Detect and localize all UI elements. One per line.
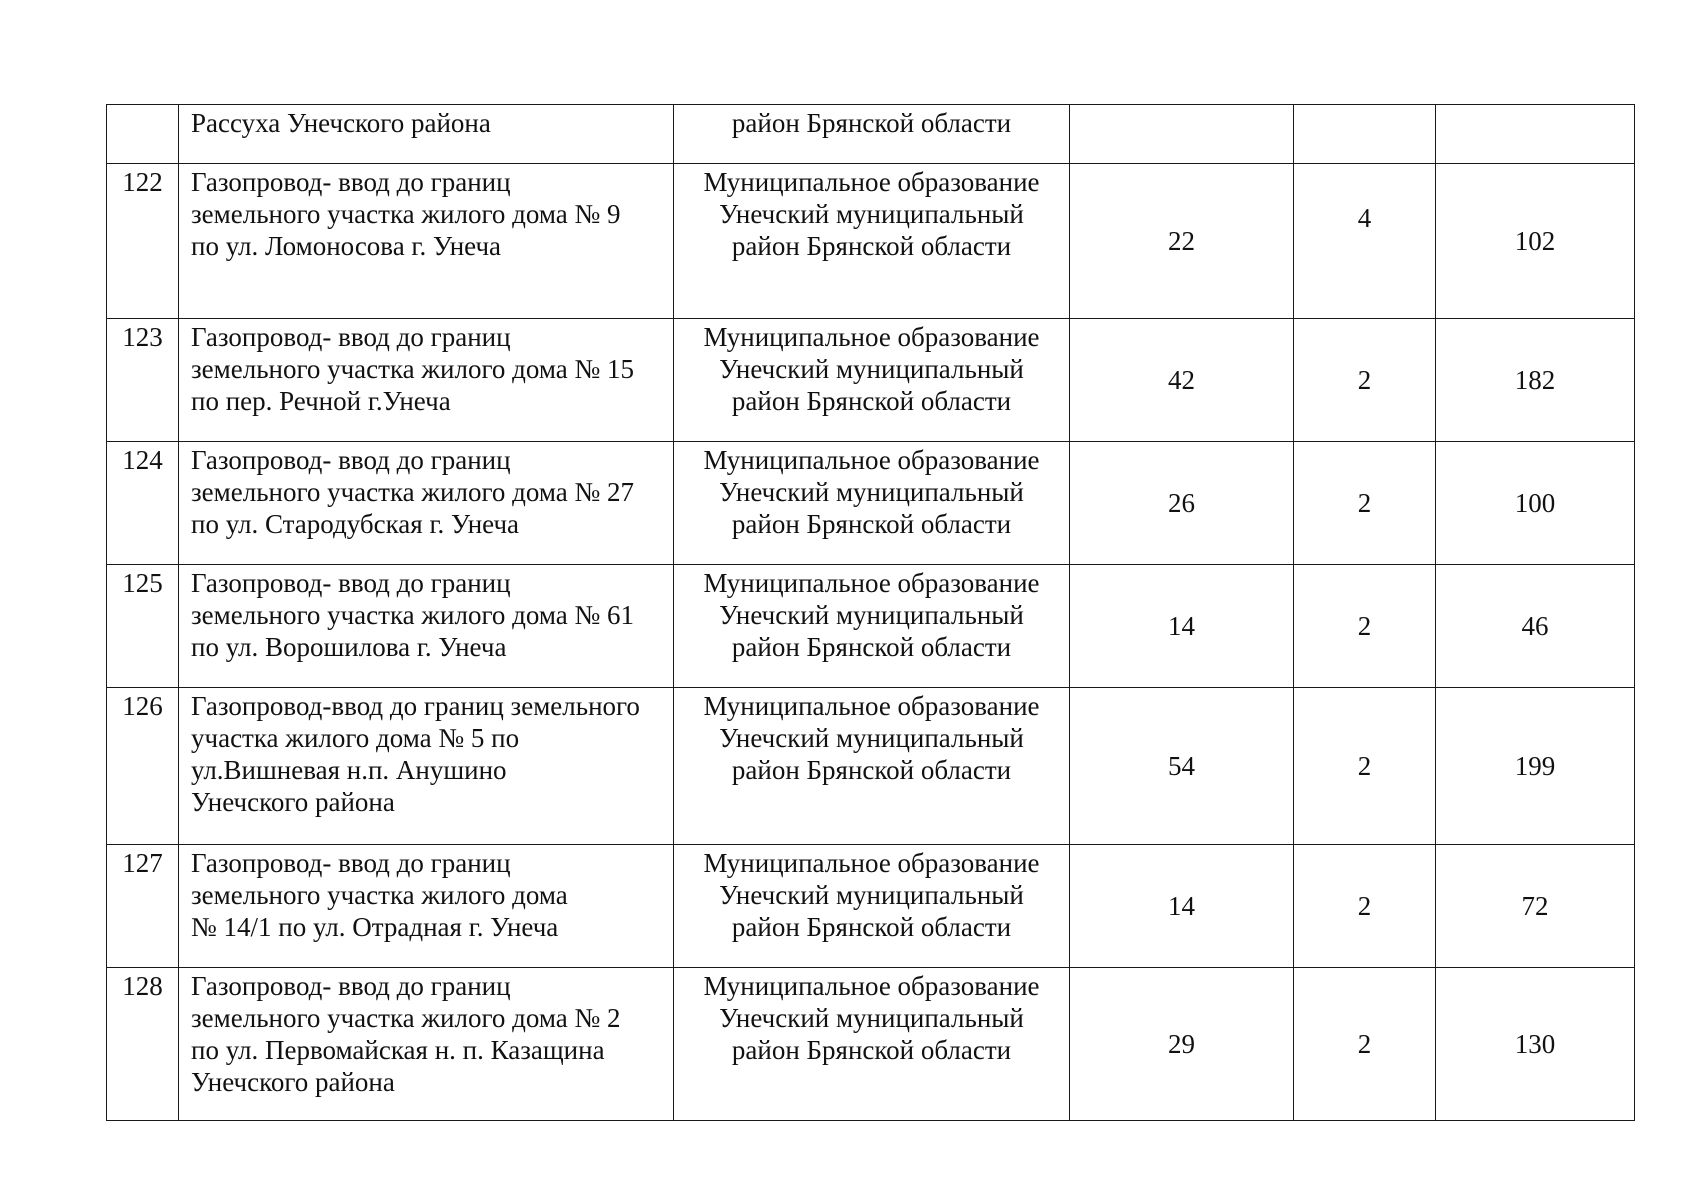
row-number: 128 [122,971,163,1001]
cell-value-a: 22 [1070,164,1294,319]
cell-object-name [179,565,674,688]
object-name-line: Газопровод-ввод до границ земельного [191,691,640,721]
object-name-line: по пер. Речной г.Унеча [191,386,451,416]
cell-owner [674,105,1070,164]
cell-number [107,442,179,565]
cell-owner [674,845,1070,968]
cell-value-c: 102 [1436,164,1635,319]
cell-value-a: 26 [1070,442,1294,565]
owner-line: район Брянской области [731,912,1012,942]
cell-value-a: 54 [1070,688,1294,845]
cell-value-b: 4 [1294,164,1436,319]
cell-number [107,105,179,164]
table-row [107,442,1635,565]
cell-owner [674,968,1070,1121]
cell-owner [674,688,1070,845]
gas-pipeline-registry-table [106,104,1635,1121]
cell-number [107,845,179,968]
owner-line: Муниципальное образование [703,322,1040,352]
cell-owner [674,565,1070,688]
object-name-line: земельного участка жилого дома № 2 [191,1003,621,1033]
table-row [107,164,1635,319]
cell-value-a: 14 [1070,845,1294,968]
owner-line: район Брянской области [731,386,1012,416]
object-name-line: Газопровод- ввод до границ [191,322,511,352]
object-name-line: № 14/1 по ул. Отрадная г. Унеча [191,912,559,942]
owner-line: Муниципальное образование [703,568,1040,598]
cell-value-a: 29 [1070,968,1294,1121]
cell-value-b: 2 [1294,319,1436,442]
cell-number [107,968,179,1121]
cell-number [107,319,179,442]
owner-line: район Брянской области [731,755,1012,785]
owner-line: Унечский муниципальный [719,880,1024,910]
object-name-line: Унечского района [191,1067,395,1097]
object-name-line: по ул. Первомайская н. п. Казащина [191,1035,605,1065]
owner-line: Муниципальное образование [703,971,1040,1001]
object-name-line: участка жилого дома № 5 по [191,723,520,753]
cell-object-name [179,105,674,164]
cell-value-b: 2 [1294,845,1436,968]
object-name-line: Газопровод- ввод до границ [191,167,511,197]
object-name-line: Газопровод- ввод до границ [191,971,511,1001]
cell-object-name [179,968,674,1121]
owner-line: Муниципальное образование [703,691,1040,721]
cell-value-a: 14 [1070,565,1294,688]
owner-line: район Брянской области [731,108,1012,138]
owner-line: район Брянской области [731,509,1012,539]
object-name-line: Газопровод- ввод до границ [191,445,511,475]
cell-value-b: 2 [1294,565,1436,688]
object-name-line: земельного участка жилого дома [191,880,568,910]
owner-line: Унечский муниципальный [719,477,1024,507]
row-number: 124 [122,445,163,475]
cell-value-c: 199 [1436,688,1635,845]
table-row [107,688,1635,845]
object-name-line: по ул. Ломоносова г. Унеча [191,231,502,261]
cell-object-name [179,688,674,845]
cell-value-c: 130 [1436,968,1635,1121]
owner-line: Унечский муниципальный [719,354,1024,384]
table-row [107,968,1635,1121]
row-number: 127 [122,848,163,878]
cell-value-a [1070,105,1294,164]
object-name-line: Газопровод- ввод до границ [191,848,511,878]
table-row [107,845,1635,968]
object-name-line: Унечского района [191,787,395,817]
row-number: 123 [122,322,163,352]
owner-line: Унечский муниципальный [719,600,1024,630]
cell-value-c: 72 [1436,845,1635,968]
owner-line: район Брянской области [731,1035,1012,1065]
table-row-continuation [107,105,1635,164]
cell-value-a: 42 [1070,319,1294,442]
cell-value-c: 182 [1436,319,1635,442]
owner-line: Унечский муниципальный [719,723,1024,753]
table-row [107,319,1635,442]
object-name-line: по ул. Ворошилова г. Унеча [191,632,507,662]
cell-object-name [179,442,674,565]
cell-number [107,688,179,845]
object-name-line: земельного участка жилого дома № 9 [191,199,621,229]
cell-value-b: 2 [1294,688,1436,845]
cell-owner [674,164,1070,319]
cell-object-name [179,845,674,968]
owner-line: Муниципальное образование [703,848,1040,878]
object-name-line: земельного участка жилого дома № 15 [191,354,634,384]
cell-object-name [179,164,674,319]
cell-object-name [179,319,674,442]
owner-line: Унечский муниципальный [719,1003,1024,1033]
cell-owner [674,319,1070,442]
cell-value-c: 100 [1436,442,1635,565]
cell-value-c: 46 [1436,565,1635,688]
object-name-line: земельного участка жилого дома № 61 [191,600,634,630]
object-name-line: земельного участка жилого дома № 27 [191,477,634,507]
owner-line: район Брянской области [731,231,1012,261]
row-number: 125 [122,568,163,598]
cell-owner [674,442,1070,565]
table-row [107,565,1635,688]
owner-line: район Брянской области [731,632,1012,662]
object-name-line: по ул. Стародубская г. Унеча [191,509,520,539]
object-name-line: Газопровод- ввод до границ [191,568,511,598]
owner-line: Унечский муниципальный [719,199,1024,229]
owner-line: Муниципальное образование [703,167,1040,197]
cell-number [107,565,179,688]
cell-value-b: 2 [1294,968,1436,1121]
row-number: 126 [122,691,163,721]
row-number: 122 [122,167,163,197]
cell-value-b [1294,105,1436,164]
object-name-line: ул.Вишневая н.п. Анушино [191,755,507,785]
cell-number [107,164,179,319]
cell-value-b: 2 [1294,442,1436,565]
object-name-line: Рассуха Унечского района [191,108,491,138]
owner-line: Муниципальное образование [703,445,1040,475]
cell-value-c [1436,105,1635,164]
